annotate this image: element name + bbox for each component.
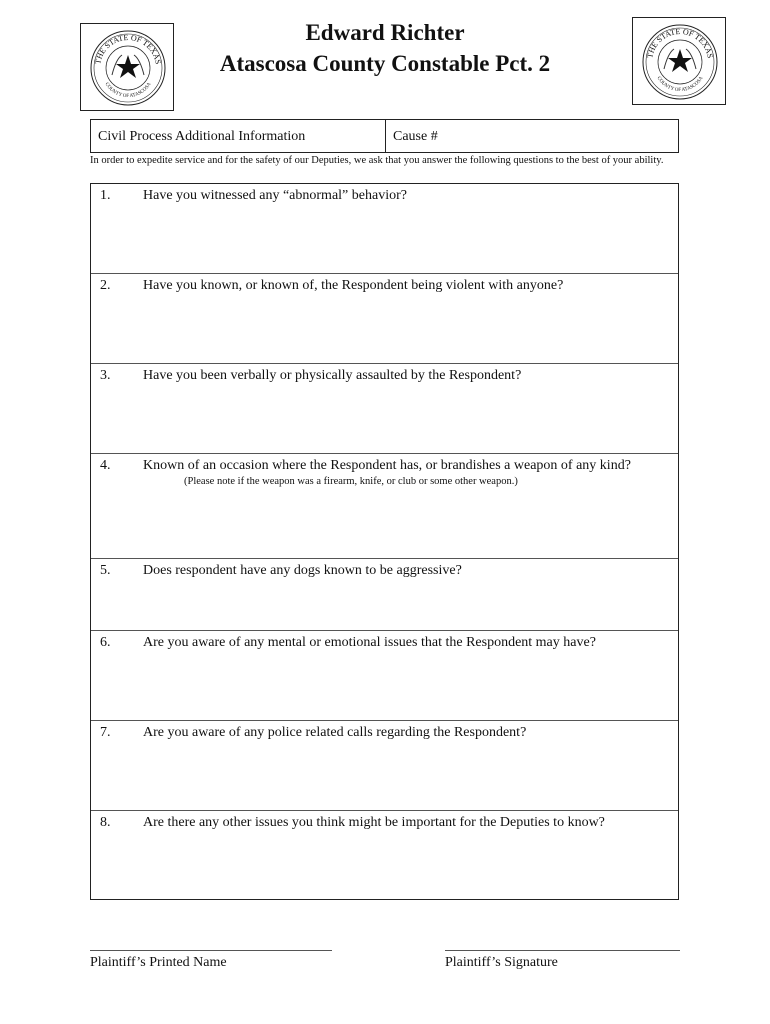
- seal-bottom-text: COUNTY OF ATASCOSA: [103, 82, 153, 100]
- question-row[interactable]: [91, 184, 678, 274]
- signature-label: Plaintiff’s Signature: [445, 955, 558, 970]
- questions-table: [90, 183, 679, 900]
- question-text: Are you aware of any police related calls regarding the Respondent?: [143, 725, 527, 740]
- question-number: 1.: [100, 188, 111, 203]
- question-number: 6.: [100, 635, 111, 650]
- question-number: 2.: [100, 278, 111, 293]
- printed-name-label: Plaintiff’s Printed Name: [90, 955, 227, 970]
- question-number: 8.: [100, 815, 111, 830]
- signature-line[interactable]: [445, 950, 680, 951]
- question-row[interactable]: [91, 454, 678, 559]
- seal-bottom-text: COUNTY OF ATASCOSA: [655, 76, 705, 94]
- question-text: Have you witnessed any “abnormal” behavior?: [143, 188, 407, 203]
- question-note: (Please note if the weapon was a firearm, knife, or club or some other weapon.): [184, 476, 518, 487]
- question-text: Does respondent have any dogs known to be aggressive?: [143, 563, 462, 578]
- svg-text:COUNTY OF ATASCOSA: [656, 76, 705, 93]
- question-row[interactable]: [91, 721, 678, 811]
- form-type-cell: Civil Process Additional Information: [91, 120, 386, 152]
- seal-top-text: THE STATE OF TEXAS: [93, 32, 163, 65]
- question-row[interactable]: [91, 274, 678, 364]
- page-title-name: Edward Richter: [305, 20, 465, 45]
- cause-number-field[interactable]: Cause #: [393, 129, 438, 144]
- question-text: Are there any other issues you think might be important for the Deputies to know?: [143, 815, 605, 830]
- question-text: Known of an occasion where the Respondent has, or brandishes a weapon of any kind?: [143, 458, 631, 473]
- svg-text:COUNTY OF ATASCOSA: [104, 82, 153, 99]
- question-number: 7.: [100, 725, 111, 740]
- form-header-table: [90, 119, 679, 153]
- question-row[interactable]: [91, 811, 678, 899]
- intro-instructions: In order to expedite service and for the safety of our Deputies, we ask that you answer the following questions to the best of your ability.: [90, 155, 664, 166]
- seal-top-text: THE STATE OF TEXAS: [645, 26, 715, 59]
- question-row[interactable]: [91, 631, 678, 721]
- question-number: 4.: [100, 458, 111, 473]
- question-text: Have you known, or known of, the Respondent being violent with anyone?: [143, 278, 564, 293]
- question-row[interactable]: [91, 559, 678, 631]
- page-title-office: Atascosa County Constable Pct. 2: [219, 51, 551, 76]
- question-number: 3.: [100, 368, 111, 383]
- question-text: Are you aware of any mental or emotional issues that the Respondent may have?: [143, 635, 596, 650]
- question-number: 5.: [100, 563, 111, 578]
- question-row[interactable]: [91, 364, 678, 454]
- question-text: Have you been verbally or physically assaulted by the Respondent?: [143, 368, 522, 383]
- printed-name-line[interactable]: [90, 950, 332, 951]
